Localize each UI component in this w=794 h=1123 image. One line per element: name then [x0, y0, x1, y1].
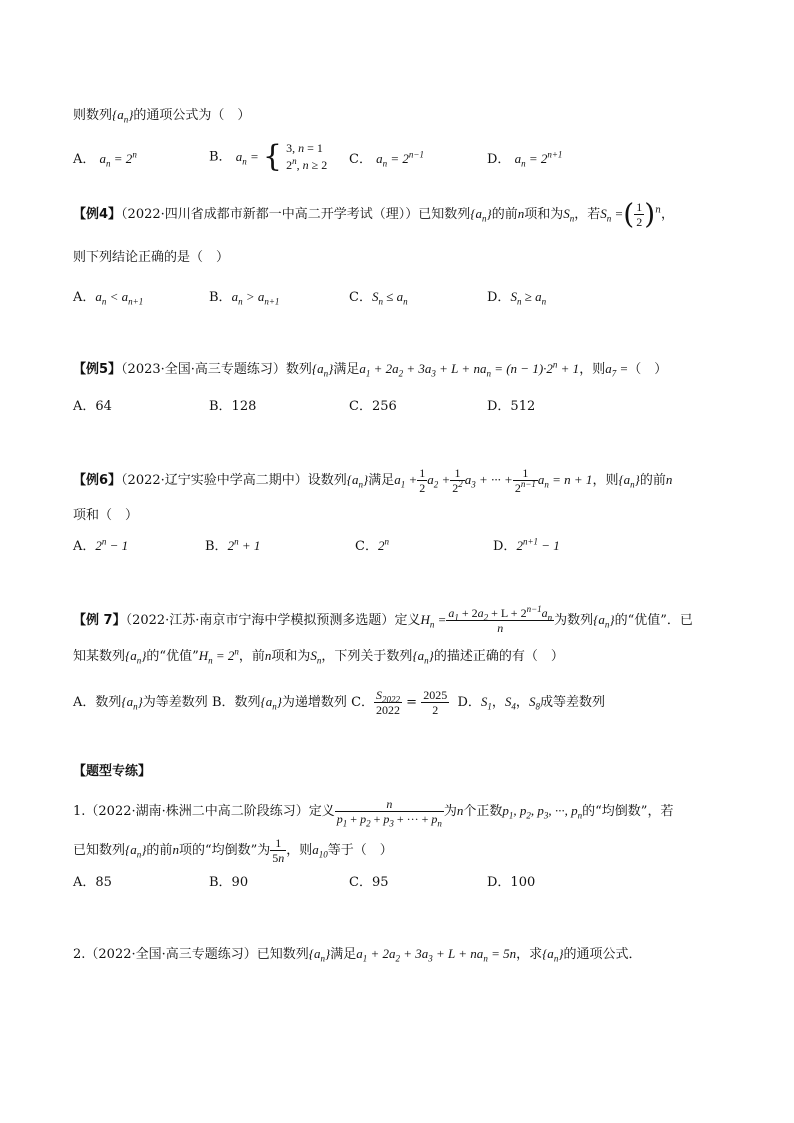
- ex7-line2: 知某数列$\{a_n\}$的“优值$”H_n = 2^n$，前n项和为$S_n$，下列关于数列$\{a_n\}$的描述正确的有（ ）: [73, 646, 564, 666]
- practice-q1-option-d[interactable]: D．100: [487, 875, 536, 890]
- ex6-stem: 【例6】（2022·辽宁实验中学高二期中）设数列$\{a_n\}$满足$a_1$ + $\frac{1}{2}$ $a_2$ + $\frac{1}{2^2}$ $a_3$ + ··· + $\frac{1}{2^{n-1}}$ $a_n = n + 1$，则$\{a_n\}$的前n: [73, 466, 673, 495]
- intro-line: 则数列$\{a_n\}$的通项公式为（ ）: [73, 107, 251, 125]
- ex4-line2: 则下列结论正确的是（ ）: [73, 250, 230, 265]
- ex6-tag: 【例6】: [73, 473, 122, 488]
- practice-q1-option-a[interactable]: A．85: [73, 875, 112, 890]
- ex7-option-a[interactable]: A．数列$\{a_n\}$为等差数列: [73, 694, 208, 712]
- ex5-option-d[interactable]: D．512: [487, 399, 536, 414]
- ex7-stem: 【例 7】（2022·江苏·南京市宁海中学模拟预测多选题）定义$H_n$ = $\frac{a_1 + 2a_2 + L + 2^{n-1}a_n}{n}$ 为数列$\{a_n\}$的“优值”．已: [73, 604, 693, 635]
- practice-heading: 【题型专练】: [73, 764, 152, 779]
- practice-q1-option-b[interactable]: B．90: [209, 875, 249, 890]
- prev-option-d[interactable]: D． $a_n = 2^{n+1}$: [487, 149, 563, 169]
- ex7-options: [73, 688, 605, 717]
- prev-option-b[interactable]: B． $a_n$ = { 3, n = 1 2$^n$, n ≥ 2: [209, 139, 328, 174]
- practice-q1-line2: 已知数列$\{a_n\}$的前n项的“均倒数”为 $\frac{1}{5n}$ ，则$a_{10}$等于（ ）: [73, 836, 393, 865]
- practice-q1-stem: 1.（2022·湖南·株洲二中高二阶段练习）定义 $\frac{n}{p_1 + p_2 + p_3 + \cdot\cdot\cdot + p_n}$ 为n个正数$p_1$, $p_2$, $p_3$, ···, $p_n$的“均倒数”，若: [73, 797, 674, 829]
- ex5-source: （2023·全国·高三专题练习）: [121, 362, 286, 377]
- ex4-option-c[interactable]: C．$S_n \le a_n$: [349, 289, 408, 307]
- practice-q2-stem: 2.（2022·全国·高三专题练习）已知数列$\{a_n\}$满足$a_1 + 2a_2 + 3a_3 + L + na_n = 5n$，求$\{a_n\}$的通项公式．: [73, 946, 642, 964]
- prev-option-a[interactable]: A． $a_n = 2^n$: [73, 149, 137, 169]
- ex4-stem: 【例4】（2022·四川省成都市新都一中高二开学考试（理））已知数列$\{a_n\}$的前n项和为$S_n$，若$S_n$ =( $\frac{1}{2}$ )$^n$，: [73, 197, 674, 231]
- ex5-option-b[interactable]: B．128: [209, 399, 257, 414]
- ex6-source: （2022·辽宁实验中学高二期中）: [121, 473, 308, 488]
- ex4-source: （2022·四川省成都市新都一中高二开学考试（理））: [121, 207, 419, 222]
- ex7-option-c[interactable]: C． $\frac{S_{2022}}{2022}$ = $\frac{2025}{2}$: [351, 688, 448, 717]
- ex5-stem: 【例5】（2023·全国·高三专题练习）数列$\{a_n\}$满足$a_1 + 2a_2 + 3a_3 + L + na_n = (n - 1)\cdot 2^n + 1$，则$a_7$ =（ ）: [73, 359, 668, 379]
- ex6-option-b[interactable]: B．$2^n + 1$: [205, 536, 261, 554]
- ex6-option-c[interactable]: C．2$^n$: [355, 536, 389, 554]
- ex5-option-c[interactable]: C．256: [349, 399, 397, 414]
- ex7-option-d[interactable]: D．$S_1$，$S_4$，$S_8$成等差数列: [457, 694, 605, 712]
- ex4-option-b[interactable]: B．$a_n > a_{n+1}$: [209, 289, 280, 307]
- ex7-option-b[interactable]: B．数列$\{a_n\}$为递增数列: [211, 694, 347, 712]
- ex4-option-a[interactable]: A．$a_n < a_{n+1}$: [73, 289, 144, 307]
- ex5-option-a[interactable]: A．64: [73, 399, 112, 414]
- ex6-option-a[interactable]: A．$2^n - 1$: [73, 536, 129, 554]
- ex4-option-d[interactable]: D．$S_n \ge a_n$: [487, 289, 547, 307]
- ex7-source: （2022·江苏·南京市宁海中学模拟预测多选题）: [125, 613, 395, 628]
- ex7-tag: 【例 7】: [73, 613, 126, 628]
- prev-option-c[interactable]: C． $a_n = 2^{n-1}$: [349, 149, 424, 169]
- ex6-option-d[interactable]: D．$2^{n+1} - 1$: [493, 536, 560, 554]
- practice-q1-option-c[interactable]: C．95: [349, 875, 389, 890]
- ex5-tag: 【例5】: [73, 362, 122, 377]
- ex4-tag: 【例4】: [73, 207, 122, 222]
- ex6-line2: 项和（ ）: [73, 508, 139, 523]
